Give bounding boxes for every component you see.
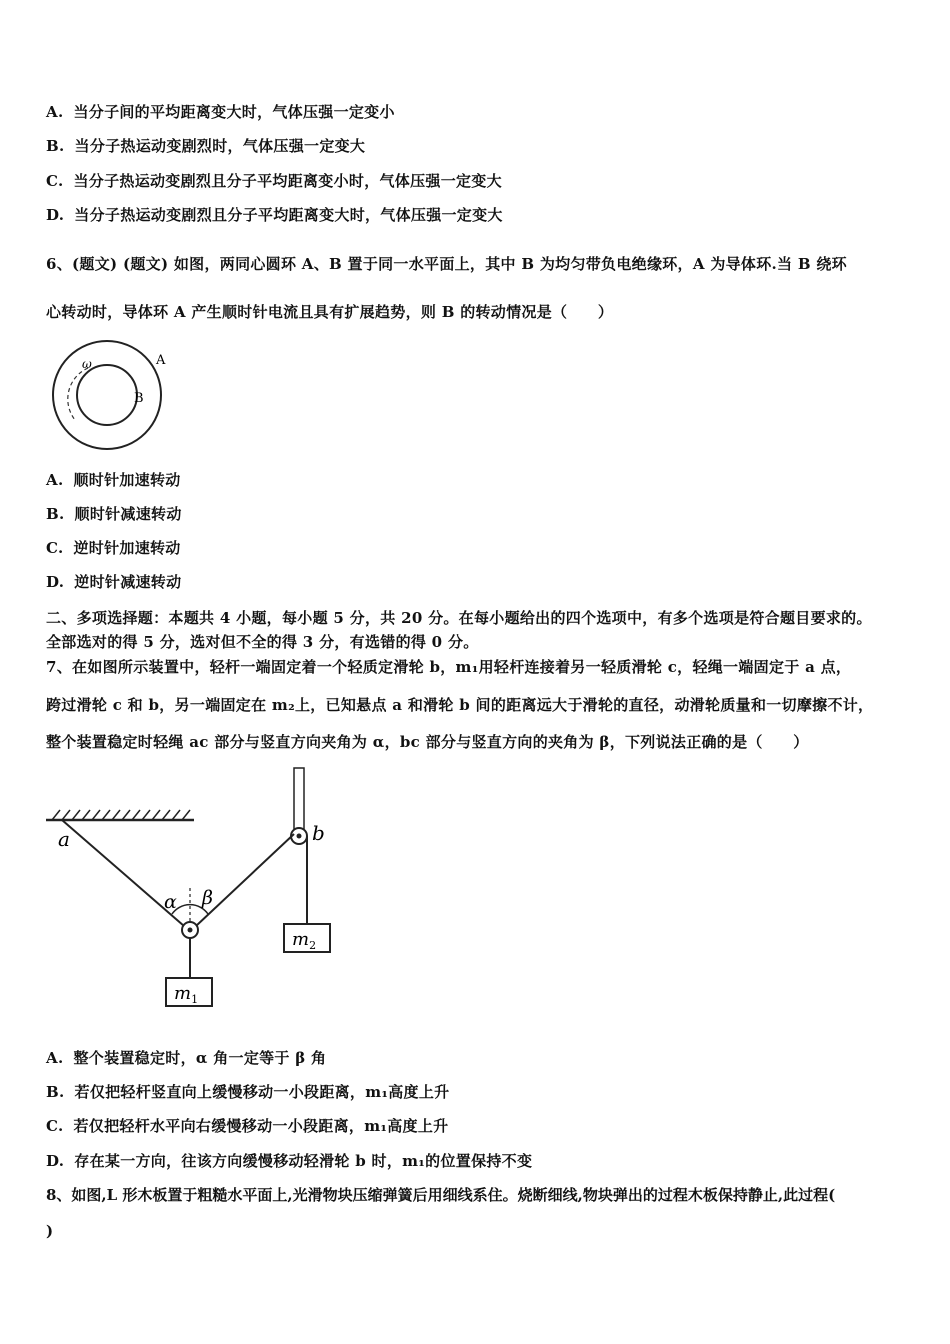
beta-label: β [202, 887, 213, 909]
q7-option-a [46, 1047, 326, 1068]
m1-symbol: m [174, 983, 192, 1004]
option-text: 逆时针加速转动 [73, 539, 181, 557]
option-label: B. [46, 1083, 65, 1101]
option-text: 若仅把轻杆水平向右缓慢移动一小段距离，m₁高度上升 [73, 1117, 449, 1135]
q5-option-c [46, 170, 502, 191]
option-label: A. [46, 1049, 64, 1067]
q7-option-d [46, 1150, 532, 1171]
section2-heading-line1: 二、多项选择题：本题共 4 小题，每小题 5 分，共 20 分。在每小题给出的四个选项中，有多个选项是符合题目要求的。 [46, 609, 872, 627]
ring-a [53, 341, 161, 449]
option-text: 存在某一方向，往该方向缓慢移动轻滑轮 b 时，m₁的位置保持不变 [74, 1152, 533, 1170]
q6-option-c [46, 537, 181, 558]
option-label: D. [46, 573, 65, 591]
q5-option-b [46, 135, 365, 156]
option-text: 整个装置稳定时，α 角一定等于 β 角 [73, 1049, 327, 1067]
option-label: C. [46, 1117, 64, 1135]
ring-b-label: B [134, 391, 144, 406]
pulley-c-axle [188, 928, 193, 933]
q8-stem-line1: 8、如图,L 形木板置于粗糙水平面上,光滑物块压缩弹簧后用细线系住。烧断细线,物块弹出的过程木板保持静止,此过程( [46, 1186, 836, 1204]
option-label: C. [46, 172, 64, 190]
option-text: 若仅把轻杆竖直向上缓慢移动一小段距离，m₁高度上升 [74, 1083, 450, 1101]
q6-stem-line2: 心转动时，导体环 A 产生顺时针电流且具有扩展趋势，则 B 的转动情况是（ ） [46, 303, 614, 321]
option-label: B. [46, 505, 65, 523]
option-text: 当分子热运动变剧烈时，气体压强一定变大 [74, 137, 366, 155]
q7-option-b [46, 1081, 449, 1102]
m2-symbol: m [292, 929, 310, 950]
omega-label: ω [82, 357, 92, 371]
q6-option-a [46, 469, 181, 490]
option-text: 顺时针加速转动 [73, 471, 181, 489]
option-label: D. [46, 1152, 65, 1170]
option-text: 当分子热运动变剧烈且分子平均距离变大时，气体压强一定变大 [74, 206, 503, 224]
rod-b [294, 768, 304, 830]
m2-subscript: 2 [309, 939, 317, 952]
q7-stem-line1: 7、在如图所示装置中，轻杆一端固定着一个轻质定滑轮 b，m₁用轻杆连接着另一轻质滑轮 c，轻绳一端固定于 a 点， [46, 658, 852, 676]
pulley-b-label: b [312, 821, 325, 845]
option-text: 顺时针减速转动 [74, 505, 182, 523]
option-text: 逆时针减速转动 [74, 573, 182, 591]
q7-stem-line3: 整个装置稳定时轻绳 ac 部分与竖直方向夹角为 α，bc 部分与竖直方向的夹角为 β，下列说法正确的是（ ） [46, 733, 809, 751]
point-a-label: a [58, 827, 70, 851]
q8-stem-line2: ) [46, 1222, 54, 1240]
pulley-b-axle [297, 834, 302, 839]
q7-option-c [46, 1115, 448, 1136]
q5-option-d [46, 204, 503, 225]
q7-stem-line2: 跨过滑轮 c 和 b，另一端固定在 m₂上，已知悬点 a 和滑轮 b 间的距离远大于滑轮的直径，动滑轮质量和一切摩擦不计， [46, 696, 874, 714]
ceiling-hatching [52, 810, 190, 820]
rope-bc [196, 834, 294, 926]
m1-subscript: 1 [191, 993, 199, 1006]
option-label: D. [46, 206, 65, 224]
q6-concentric-rings-figure [44, 340, 184, 452]
option-text: 当分子热运动变剧烈且分子平均距离变小时，气体压强一定变大 [73, 172, 502, 190]
option-label: B. [46, 137, 65, 155]
option-label: A. [46, 471, 64, 489]
option-text: 当分子间的平均距离变大时，气体压强一定变小 [73, 103, 395, 121]
option-label: A. [46, 103, 64, 121]
ring-b [77, 365, 137, 425]
q6-option-d [46, 571, 181, 592]
alpha-label: α [164, 891, 177, 913]
q5-option-a [46, 101, 395, 122]
q7-pulley-figure [44, 764, 354, 1014]
q6-stem-line1: 6、(题文) (题文) 如图，两同心圆环 A、B 置于同一水平面上，其中 B 为均匀带负电绝缘环，A 为导体环.当 B 绕环 [46, 255, 847, 273]
q6-option-b [46, 503, 182, 524]
section2-heading-line2: 全部选对的得 5 分，选对但不全的得 3 分，有选错的得 0 分。 [46, 633, 479, 651]
ring-a-label: A [156, 353, 166, 368]
option-label: C. [46, 539, 64, 557]
